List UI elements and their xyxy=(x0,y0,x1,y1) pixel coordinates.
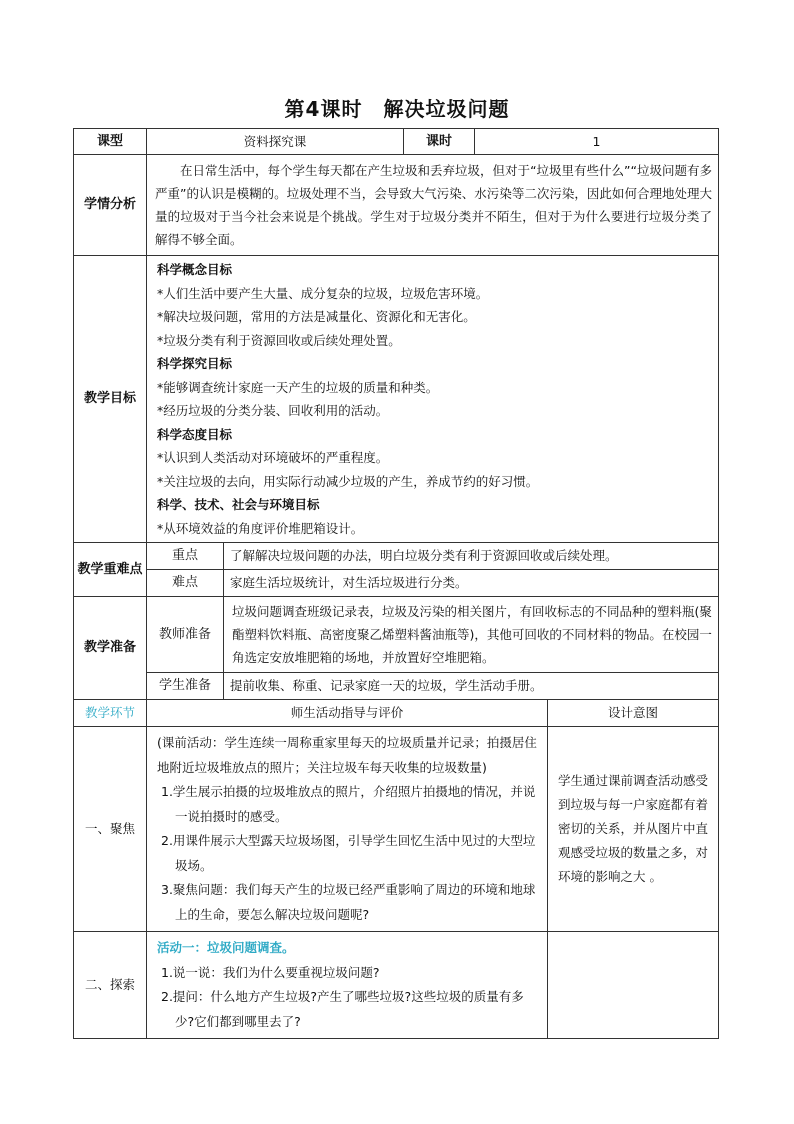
list-item: 2.用课件展示大型露天垃圾场图，引导学生回忆生活中见过的大型垃圾场。 xyxy=(161,833,536,873)
teacher-prep-label: 教师准备 xyxy=(147,597,224,673)
goal-item: *人们生活中要产生大量、成分复杂的垃圾，垃圾危害环境。 xyxy=(157,285,489,301)
analysis-row xyxy=(74,155,719,256)
goals-label: 教学目标 xyxy=(74,256,147,543)
keypoint-difficulty-row xyxy=(74,570,719,597)
pre-activity-note: (课前活动：学生连续一周称重家里每天的垃圾质量并记录；拍摄居住地附近垃圾堆放点的照片；关注垃圾车每天收集的垃圾数量) xyxy=(157,735,537,775)
goals-row xyxy=(74,256,719,543)
analysis-text: 在日常生活中，每个学生每天都在产生垃圾和丢弃垃圾，但对于“垃圾里有些什么”“垃圾问题有多严重”的认识是模糊的。垃圾处理不当，会导致大气污染、水污染等二次污染，因此如何合理地处理大量的垃圾对于当今社会来说是个挑战。学生对于垃圾分类并不陌生，但对于为什么要进行垃圾分类了解得不够全面。 xyxy=(147,155,719,256)
stage-header: 教学环节 xyxy=(74,700,147,727)
focus-text: 了解解决垃圾问题的办法，明白垃圾分类有利于资源回收或后续处理。 xyxy=(224,543,719,570)
goal-heading: 科学探究目标 xyxy=(157,356,233,371)
goal-item: *关注垃圾的去向，用实际行动减少垃圾的产生，养成节约的好习惯。 xyxy=(157,473,539,489)
type-label: 课型 xyxy=(74,129,147,155)
focus-label: 重点 xyxy=(147,543,224,570)
student-prep-label: 学生准备 xyxy=(147,673,224,700)
page-title: 第4课时 解决垃圾问题 xyxy=(284,97,510,121)
difficulty-text: 家庭生活垃圾统计，对生活垃圾进行分类。 xyxy=(224,570,719,597)
activity-header: 师生活动指导与评价 xyxy=(147,700,548,727)
goal-heading: 科学、技术、社会与环境目标 xyxy=(157,497,320,512)
focus-stage-content xyxy=(147,727,548,932)
explore-stage-label: 二、探索 xyxy=(74,932,147,1039)
list-item: 1.说一说：我们为什么要重视垃圾问题? xyxy=(161,964,380,980)
type-value: 资料探究课 xyxy=(147,129,404,155)
period-value: 1 xyxy=(475,129,719,155)
goal-heading: 科学概念目标 xyxy=(157,262,233,277)
preparation-label: 教学准备 xyxy=(74,597,147,700)
period-label: 课时 xyxy=(404,129,475,155)
analysis-label: 学情分析 xyxy=(74,155,147,256)
student-prep-text: 提前收集、称重、记录家庭一天的垃圾，学生活动手册。 xyxy=(224,673,719,700)
explore-stage-content xyxy=(147,932,548,1039)
goal-item: *解决垃圾问题，常用的方法是减量化、资源化和无害化。 xyxy=(157,309,476,324)
prep-teacher-row xyxy=(74,597,719,673)
goal-item: *垃圾分类有利于资源回收或后续处理处置。 xyxy=(157,332,401,348)
focus-stage-intent: 学生通过课前调查活动感受到垃圾与每一户家庭都有着密切的关系，并从图片中直观感受垃圾的数量之多，对环境的影响之大 。 xyxy=(548,727,719,932)
list-item: 2.提问：什么地方产生垃圾?产生了哪些垃圾?这些垃圾的质量有多少?它们都到哪里去了? xyxy=(161,989,524,1029)
focus-stage-row xyxy=(74,727,719,932)
goal-item: *经历垃圾的分类分装、回收利用的活动。 xyxy=(157,403,389,418)
teacher-prep-text: 垃圾问题调查班级记录表，垃圾及污染的相关图片，有回收标志的不同品种的塑料瓶(聚酯塑料饮料瓶、高密度聚乙烯塑料酱油瓶等)，其他可回收的不同材料的物品。在校园一角选定安放堆肥箱的场地，并放置好空堆肥箱。 xyxy=(224,597,719,673)
process-header-row xyxy=(74,700,719,727)
explore-stage-row xyxy=(74,932,719,1039)
list-item: 1.学生展示拍摄的垃圾堆放点的照片，介绍照片拍摄地的情况，并说一说拍摄时的感受。 xyxy=(161,784,536,824)
lesson-plan-table xyxy=(73,128,719,1039)
goal-item: *能够调查统计家庭一天产生的垃圾的质量和种类。 xyxy=(157,379,439,395)
explore-stage-intent xyxy=(548,932,719,1039)
list-item: 3.聚焦问题：我们每天产生的垃圾已经严重影响了周边的环境和地球上的生命，要怎么解决垃圾问题呢? xyxy=(161,882,536,922)
intent-header: 设计意图 xyxy=(548,700,719,727)
goal-heading: 科学态度目标 xyxy=(157,426,233,442)
keypoints-label: 教学重难点 xyxy=(74,543,147,597)
focus-stage-label: 一、聚焦 xyxy=(74,727,147,932)
info-row xyxy=(74,129,719,155)
prep-student-row xyxy=(74,673,719,700)
goal-item: *从环境效益的角度评价堆肥箱设计。 xyxy=(157,520,364,536)
goal-item: *认识到人类活动对环境破坏的严重程度。 xyxy=(157,450,389,465)
goals-content xyxy=(147,256,719,543)
keypoint-focus-row xyxy=(74,543,719,570)
activity-title: 活动一：垃圾问题调查。 xyxy=(157,940,295,955)
difficulty-label: 难点 xyxy=(147,570,224,597)
